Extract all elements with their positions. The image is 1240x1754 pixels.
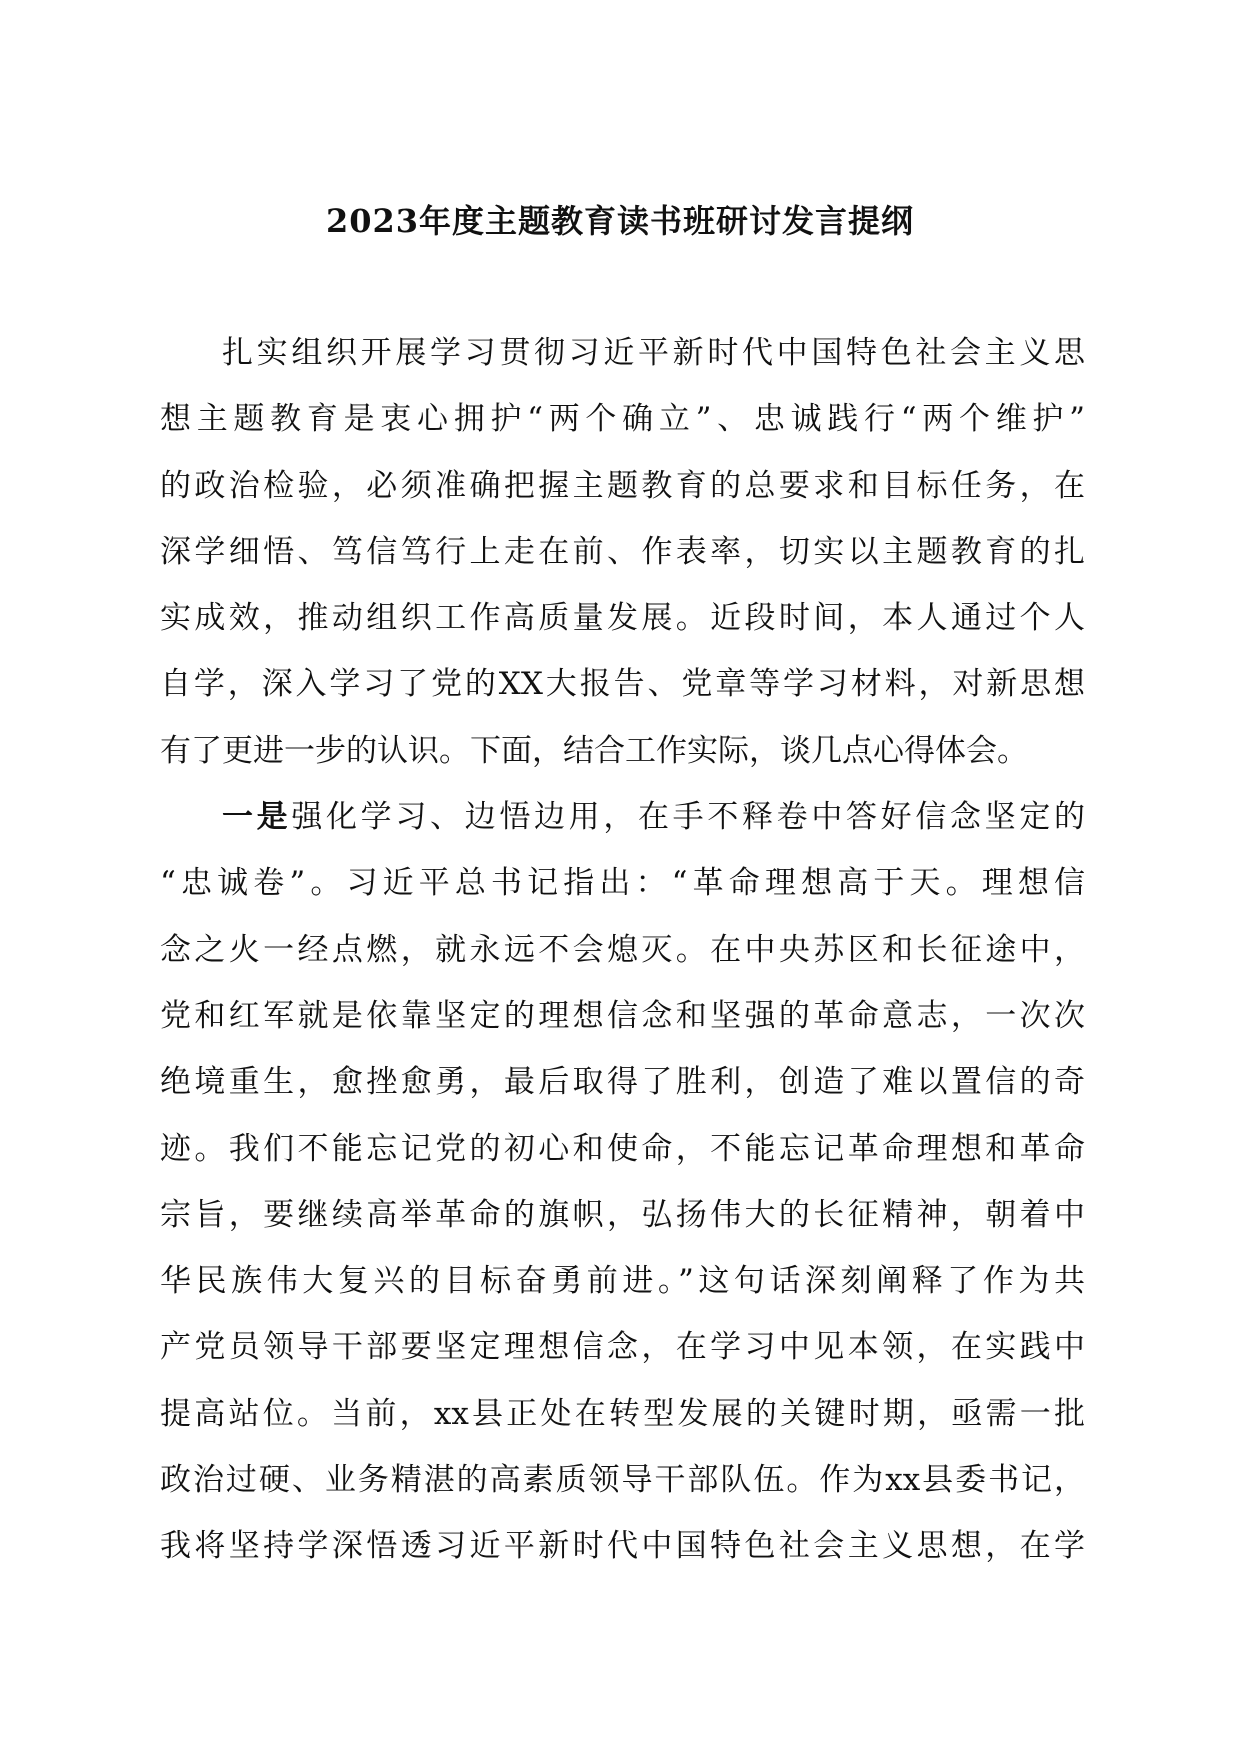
document-body: [160, 320, 1085, 1580]
text-line: “忠诚卷”。习近平总书记指出：“革命理想高于天。理想信: [160, 865, 1085, 902]
paragraph-intro: [160, 320, 1085, 784]
point-lead: 一是: [222, 799, 292, 836]
text-line: 实成效，推动组织工作高质量发展。近段时间，本人通过个人: [160, 600, 1085, 637]
text-line: 提高站位。当前，xx县正处在转型发展的关键时期，亟需一批: [160, 1395, 1085, 1432]
text-line: 政治过硬、业务精湛的高素质领导干部队伍。作为xx县委书记，: [160, 1462, 1085, 1499]
paragraph-point-one: [160, 784, 1085, 1580]
text-line: 念之火一经点燃，就永远不会熄灭。在中央苏区和长征途中，: [160, 931, 1085, 968]
text-line: 的政治检验，必须准确把握主题教育的总要求和目标任务，在: [160, 467, 1085, 504]
text-line: 有了更进一步的认识。下面，结合工作实际，谈几点心得体会。: [160, 732, 1028, 769]
text-line: 深学细悟、笃信笃行上走在前、作表率，切实以主题教育的扎: [160, 533, 1085, 570]
text-line: 想主题教育是衷心拥护“两个确立”、忠诚践行“两个维护”: [160, 401, 1085, 438]
text-line: 产党员领导干部要坚定理想信念，在学习中见本领，在实践中: [160, 1329, 1085, 1366]
text-line: 党和红军就是依靠坚定的理想信念和坚强的革命意志，一次次: [160, 997, 1085, 1034]
text-line: 迹。我们不能忘记党的初心和使命，不能忘记革命理想和革命: [160, 1130, 1085, 1167]
text-line: 华民族伟大复兴的目标奋勇前进。”这句话深刻阐释了作为共: [160, 1263, 1085, 1300]
text-line: 绝境重生，愈挫愈勇，最后取得了胜利，创造了难以置信的奇: [160, 1064, 1085, 1101]
text-line: [160, 784, 1085, 850]
point-heading-text: 强化学习、边悟边用，在手不释卷中答好信念坚定的: [291, 799, 1086, 836]
text-line: 宗旨，要继续高举革命的旗帜，弘扬伟大的长征精神，朝着中: [160, 1196, 1085, 1233]
text-line: 我将坚持学深悟透习近平新时代中国特色社会主义思想，在学: [160, 1528, 1085, 1565]
document-title: 2023年度主题教育读书班研讨发言提纲: [325, 202, 915, 240]
text-line: 扎实组织开展学习贯彻习近平新时代中国特色社会主义思: [222, 335, 1085, 371]
text-line: 自学，深入学习了党的XX大报告、党章等学习材料，对新思想: [160, 666, 1085, 703]
